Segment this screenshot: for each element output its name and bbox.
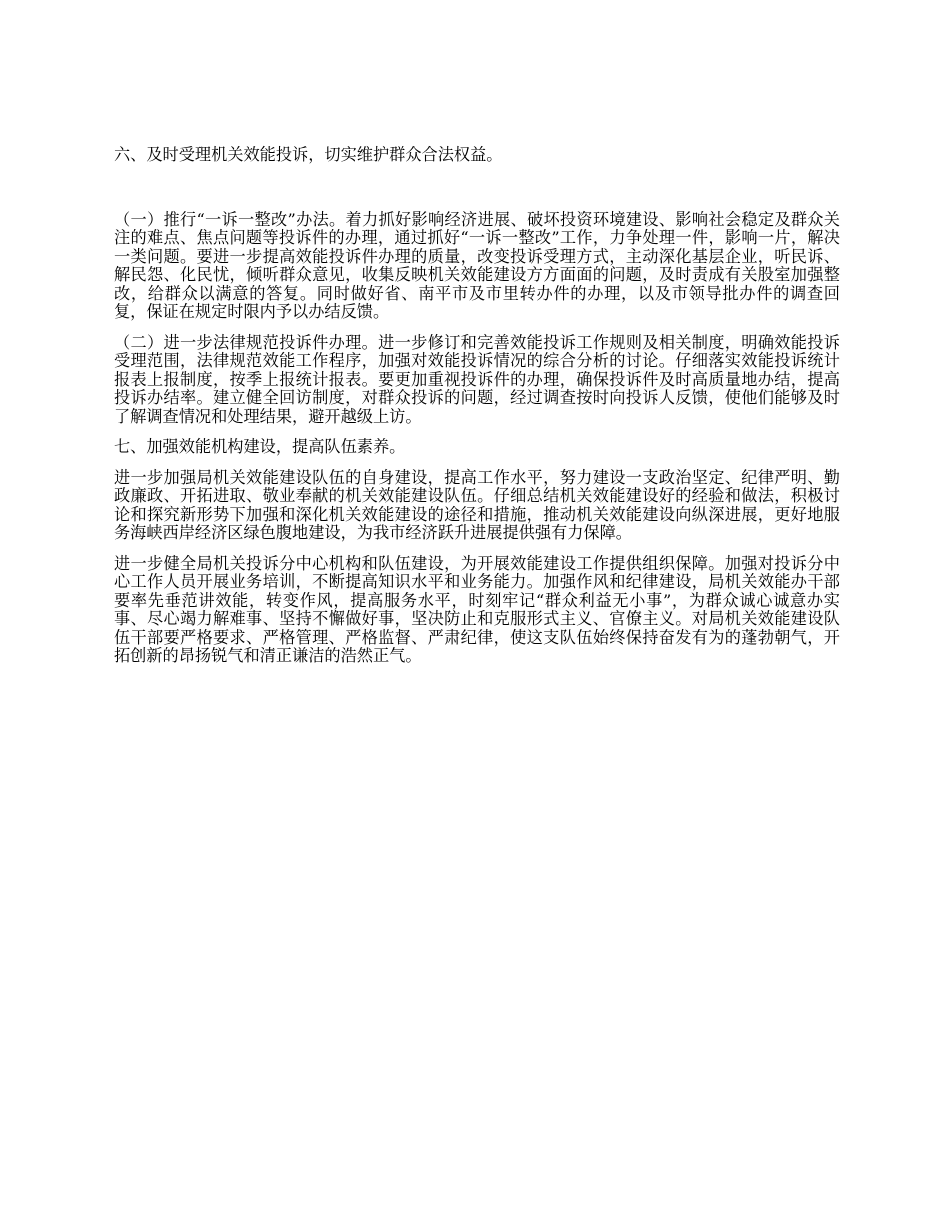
paragraph-one-complaint-rectification: （一）推行“一诉一整改”办法。着力抓好影响经济进展、破坏投资环境建设、影响社会稳定及群众关注的难点、焦点问题等投诉件的办理，通过抓好“一诉一整改”工作，力争处理一件，影响一片，解决一类问题。要进一步提高效能投诉件办理的质量，改变投诉受理方式，主动深化基层企业，听民诉、解民怨、化民忧，倾听群众意见，收集反映机关效能建设方方面面的问题，及时责成有关股室加强整改，给群众以满意的答复。同时做好省、南平市及市里转办件的办理，以及市领导批办件的调查回复，保证在规定时限内予以办结反馈。	[114, 209, 840, 321]
section-heading-six: 六、及时受理机关效能投诉，切实维护群众合法权益。	[114, 145, 503, 164]
document-body	[114, 146, 840, 678]
paragraph-team-building: 进一步加强局机关效能建设队伍的自身建设，提高工作水平，努力建设一支政治坚定、纪律严明、勤政廉政、开拓进取、敬业奉献的机关效能建设队伍。仔细总结机关效能建设好的经验和做法，积极讨论和探究新形势下加强和深化机关效能建设的途径和措施，推动机关效能建设向纵深进展，更好地服务海峡西岸经济区绿色腹地建设，为我市经济跃升进展提供强有力保障。	[114, 467, 840, 542]
paragraph-complaint-center: 进一步健全局机关投诉分中心机构和队伍建设，为开展效能建设工作提供组织保障。加强对投诉分中心工作人员开展业务培训，不断提高知识水平和业务能力。加强作风和纪律建设，局机关效能办干部要率先垂范讲效能，转变作风，提高服务水平，时刻牢记“群众利益无小事”，为群众诚心诚意办实事、尽心竭力解难事、坚持不懈做好事，坚决防止和克服形式主义、官僚主义。对局机关效能建设队伍干部要严格要求、严格管理、严格监督、严肃纪律，使这支队伍始终保持奋发有为的蓬勃朝气，开拓创新的昂扬锐气和清正谦洁的浩然正气。	[114, 553, 840, 665]
section-heading-seven: 七、加强效能机构建设，提高队伍素养。	[114, 437, 406, 456]
paragraph-two-complaint-standardization: （二）进一步法律规范投诉件办理。进一步修订和完善效能投诉工作规则及相关制度，明确效能投诉受理范围，法律规范效能工作程序，加强对效能投诉情况的综合分析的讨论。仔细落实效能投诉统计报表上报制度，按季上报统计报表。要更加重视投诉件的办理，确保投诉件及时高质量地办结，提高投诉办结率。建立健全回访制度，对群众投诉的问题，经过调查按时向投诉人反馈，使他们能够及时了解调查情况和处理结果，避开越级上访。	[114, 332, 840, 426]
